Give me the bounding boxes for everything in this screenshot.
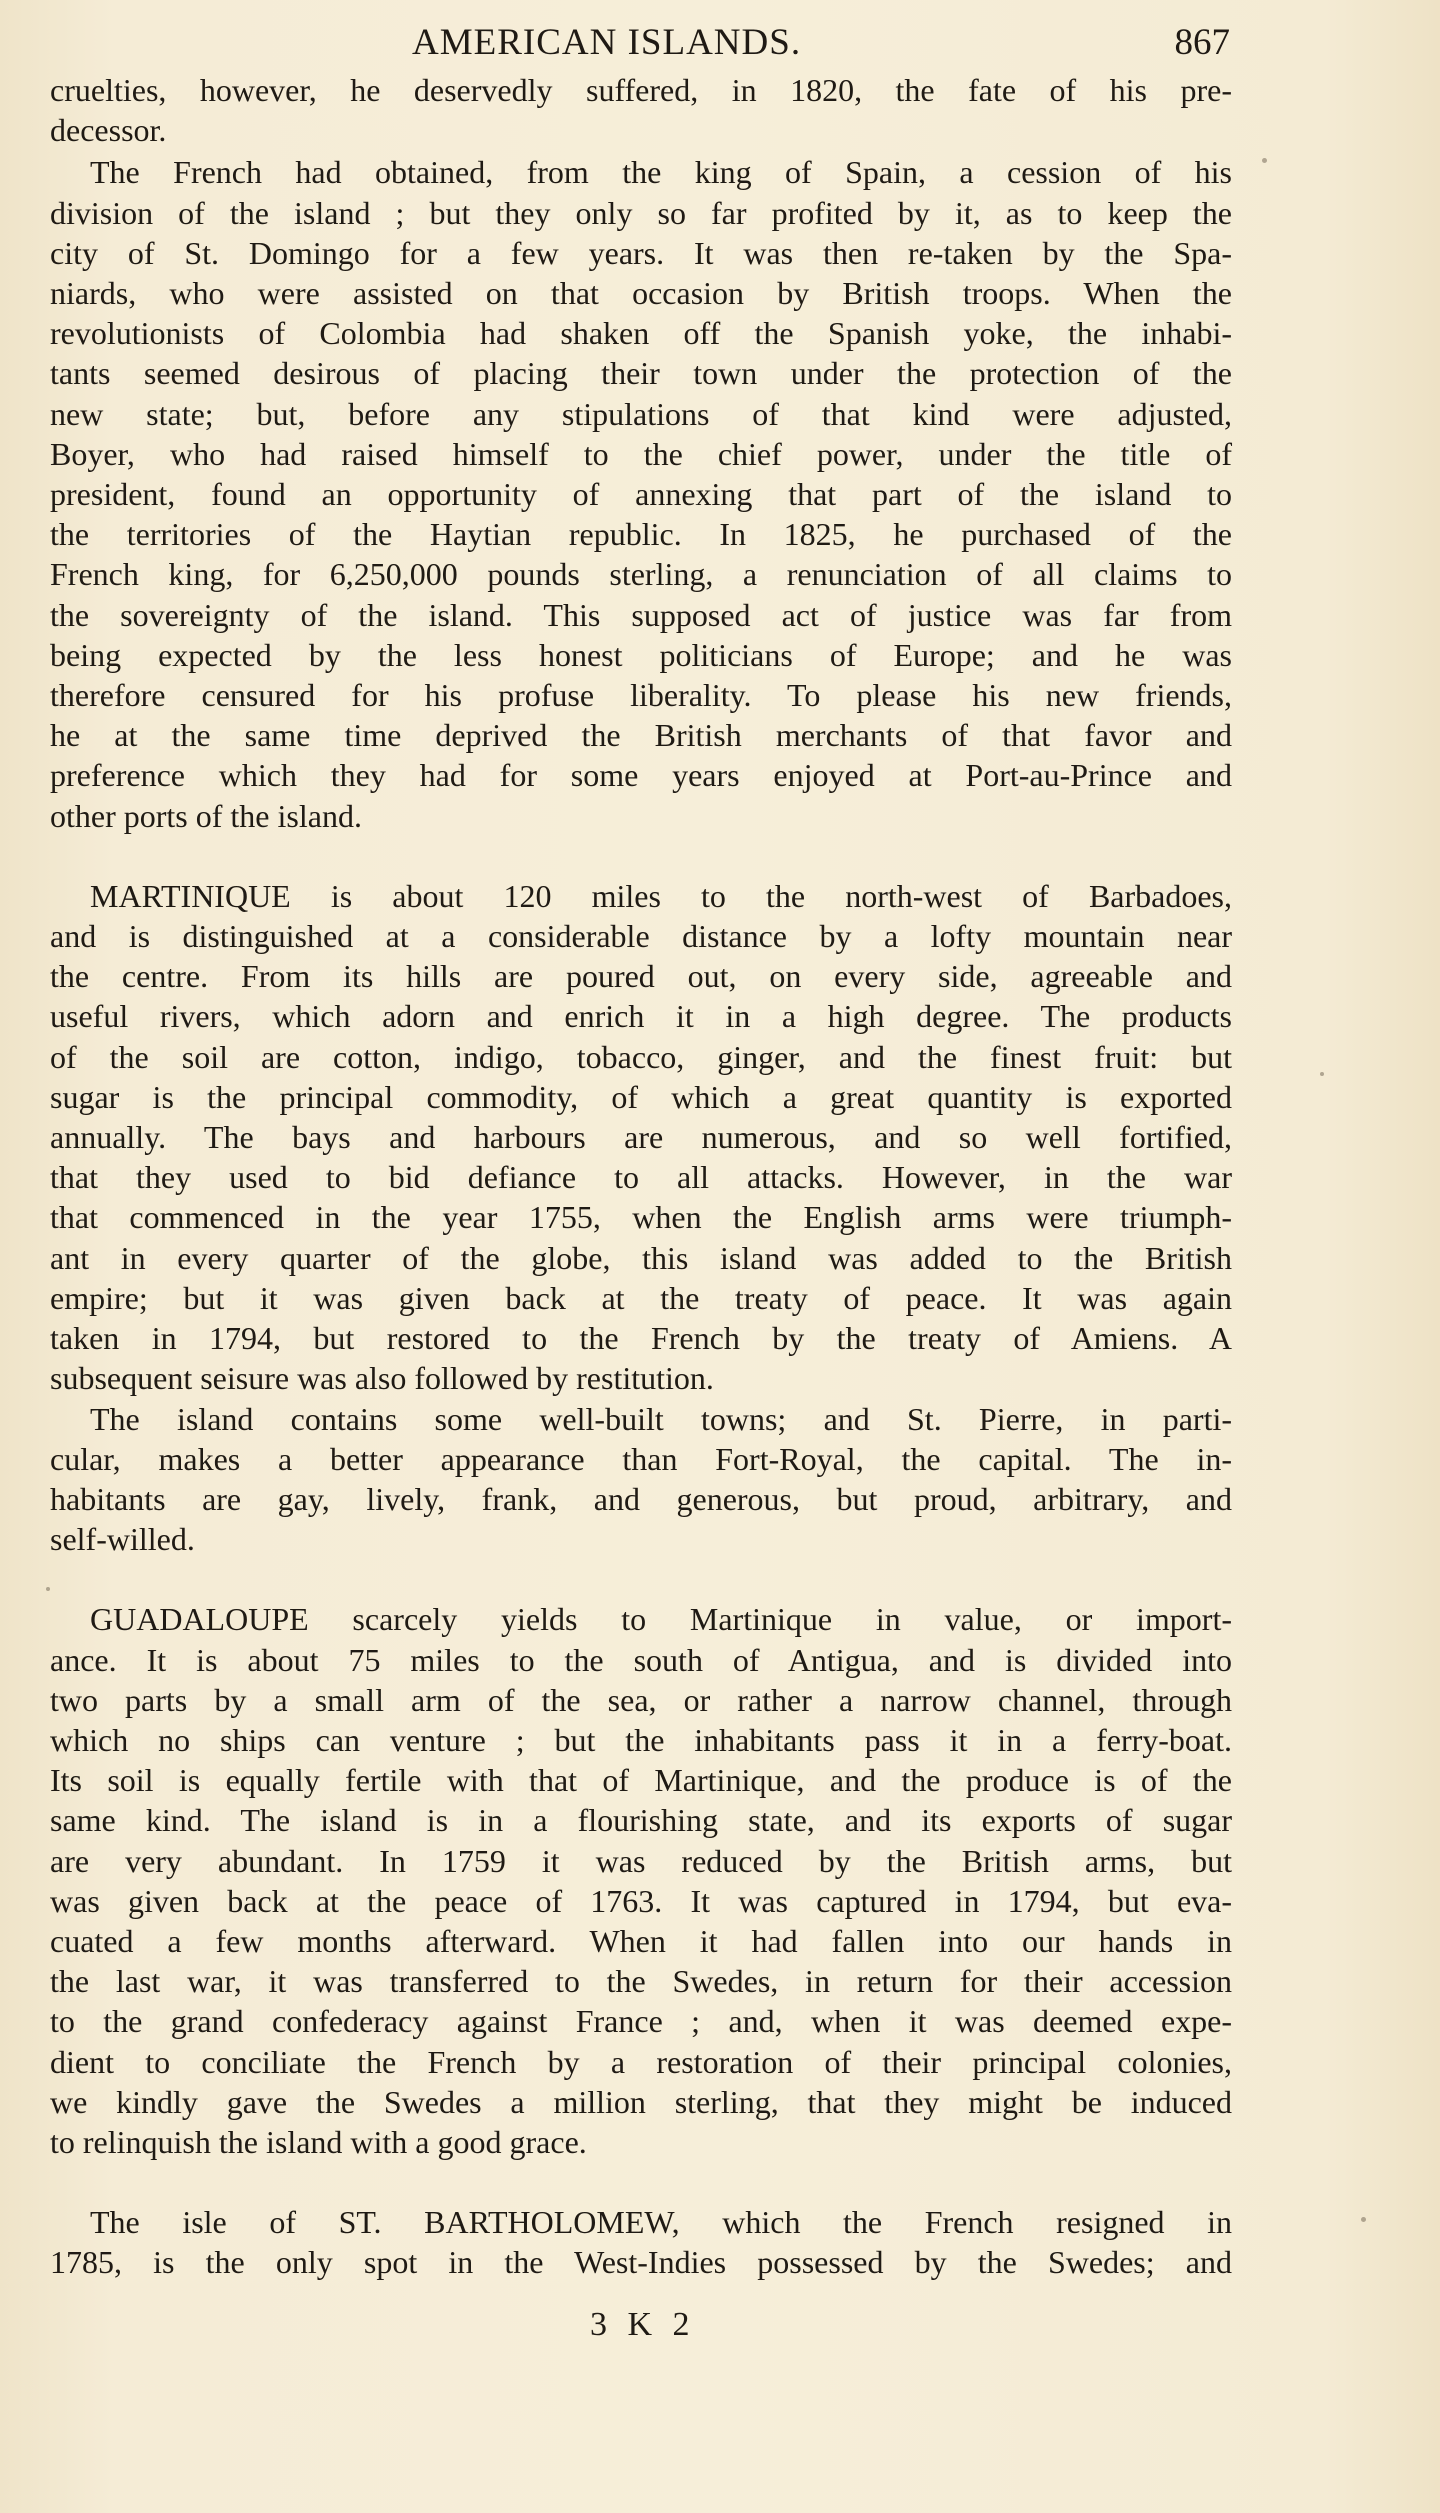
text-line: The French had obtained, from the king of Spain, a cession of his [90,154,1232,191]
text-line: dient to conciliate the French by a restoration of their principal colonies, [50,2043,1232,2080]
text-line: same kind. The island is in a flourishing state, and its exports of sugar [50,1802,1232,1839]
paragraph-2 [50,152,1232,835]
text-line: he at the same time deprived the British merchants of that favor and [50,717,1232,754]
text-line: ant in every quarter of the globe, this island was added to the British [50,1239,1232,1276]
text-line: two parts by a small arm of the sea, or rather a narrow channel, through [50,1681,1232,1718]
paper-speck [1361,2217,1366,2222]
text-line: are very abundant. In 1759 it was reduced by the British arms, but [50,1842,1232,1879]
running-header [52,18,1230,68]
text-line: and is distinguished at a considerable distance by a lofty mountain near [50,918,1232,955]
text-line: division of the island ; but they only so far profited by it, as to keep the [50,194,1232,231]
text-line: self-willed. [50,1521,195,1558]
text-line: other ports of the island. [50,797,362,834]
text-line: new state; but, before any stipulations of that kind were adjusted, [50,395,1232,432]
text-line: subsequent seisure was also followed by restitution. [50,1360,714,1397]
paragraph-st-bartholomew [50,2202,1232,2282]
paragraph-martinique [50,876,1232,1399]
text-line: Boyer, who had raised himself to the chief power, under the title of [50,435,1232,472]
text-line: Its soil is equally fertile with that of Martinique, and the produce is of the [50,1762,1232,1799]
text-line: cuated a few months afterward. When it had fallen into our hands in [50,1922,1232,1959]
page-header-title: AMERICAN ISLANDS. [412,22,802,63]
text-line: GUADALOUPE scarcely yields to Martinique in value, or import- [90,1601,1232,1638]
paper-speck [46,1587,50,1591]
paper-speck [1320,1072,1324,1076]
text-line: to the grand confederacy against France ; and, when it was deemed expe- [50,2003,1232,2040]
text-line: was given back at the peace of 1763. It was captured in 1794, but eva- [50,1882,1232,1919]
text-line: city of St. Domingo for a few years. It was then re-taken by the Spa- [50,234,1232,271]
text-line: which no ships can venture ; but the inhabitants pass it in a ferry-boat. [50,1721,1232,1758]
text-line: cular, makes a better appearance than Fort-Royal, the capital. The in- [50,1440,1232,1477]
text-line: president, found an opportunity of annexing that part of the island to [50,476,1232,513]
text-line: niards, who were assisted on that occasion by British troops. When the [50,275,1232,312]
text-line: that they used to bid defiance to all attacks. However, in the war [50,1159,1232,1196]
text-line: of the soil are cotton, indigo, tobacco, ginger, and the finest fruit: but [50,1038,1232,1075]
text-line: preference which they had for some years enjoyed at Port-au-Prince and [50,757,1232,794]
paragraph-guadaloupe [50,1599,1232,2162]
text-line: useful rivers, which adorn and enrich it in a high degree. The products [50,998,1232,1035]
text-line: French king, for 6,250,000 pounds sterling, a renunciation of all claims to [50,556,1232,593]
text-line: The isle of ST. BARTHOLOMEW, which the French resigned in [90,2204,1232,2241]
paragraph-martinique-towns [50,1399,1232,1560]
text-line: taken in 1794, but restored to the French by the treaty of Amiens. A [50,1320,1232,1357]
text-line: tants seemed desirous of placing their town under the protection of the [50,355,1232,392]
text-line: revolutionists of Colombia had shaken off the Spanish yoke, the inhabi- [50,315,1232,352]
text-line: the sovereignty of the island. This supposed act of justice was far from [50,596,1232,633]
signature-mark: 3 K 2 [590,2306,696,2343]
text-line: being expected by the less honest politicians of Europe; and he was [50,636,1232,673]
text-line: we kindly gave the Swedes a million sterling, that they might be induced [50,2083,1232,2120]
text-line: sugar is the principal commodity, of which a great quantity is exported [50,1078,1232,1115]
text-line: cruelties, however, he deservedly suffered, in 1820, the fate of his pre- [50,72,1232,108]
text-line: the centre. From its hills are poured out, on every side, agreeable and [50,958,1232,995]
text-line: empire; but it was given back at the treaty of peace. It was again [50,1279,1232,1316]
text-line: the last war, it was transferred to the Swedes, in return for their accession [50,1963,1232,2000]
text-line: The island contains some well-built towns; and St. Pierre, in parti- [90,1400,1232,1437]
text-line: therefore censured for his profuse liberality. To please his new friends, [50,677,1232,714]
text-line: to relinquish the island with a good grace. [50,2123,587,2160]
text-line: the territories of the Haytian republic. In 1825, he purchased of the [50,516,1232,553]
text-line: that commenced in the year 1755, when the English arms were triumph- [50,1199,1232,1236]
text-line: habitants are gay, lively, frank, and generous, but proud, arbitrary, and [50,1480,1232,1517]
paragraph-1 [50,70,1232,150]
body-text [50,70,1232,2283]
text-line: ance. It is about 75 miles to the south of Antigua, and is divided into [50,1641,1232,1678]
text-line: MARTINIQUE is about 120 miles to the north-west of Barbadoes, [90,877,1232,914]
page-number: 867 [1174,22,1230,63]
text-line: annually. The bays and harbours are numerous, and so well fortified, [50,1119,1232,1156]
paper-speck [1262,158,1267,163]
text-line: 1785, is the only spot in the West-Indies possessed by the Swedes; and [50,2244,1232,2281]
text-line: decessor. [50,112,167,149]
